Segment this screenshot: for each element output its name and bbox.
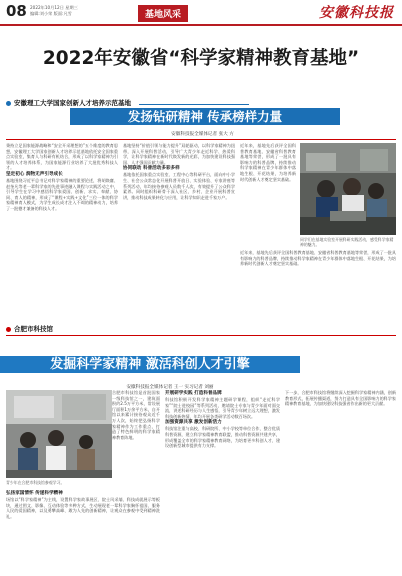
article2-column-2 (165, 390, 280, 574)
editor-line: 编辑:刘小荣 版面:凡雪 (30, 11, 72, 16)
article1-column-3 (240, 143, 296, 243)
article2-section-label (6, 324, 53, 333)
article2-para-3: 科技馆注重与高校、科研院所、中小学校等单位合作，整合优质科普资源，建立科学家精神教育联盟，推动科普资源共建共享，形成覆盖全市的科学家精神教育网络，为培育更多科创人才、建设创新型城市提供有力支撑。 (165, 426, 280, 449)
divider (6, 139, 396, 140)
article1-section-label (6, 98, 266, 107)
article2-column-1b (6, 490, 160, 574)
article1-para-4-cont: 近年来，基地先后获评全国科普教育基地、安徽省科普教育基地等荣誉，形成了一批具有影响力的科普品牌，持续推动科学家精神在青少年群体中落地生根、开花结果，为培养新时代创新人才奠定坚实基础。 (240, 250, 396, 267)
article1-column-4 (240, 250, 396, 314)
section-dot-icon (6, 101, 11, 106)
museum-photo-image (6, 390, 112, 478)
divider (139, 101, 249, 105)
article1-org: 安徽理工大学国家创新人才培养示范基地 (14, 99, 131, 107)
article1-byline: 安徽科技报全媒体记者 张大 方 (171, 132, 234, 137)
article2-column-1a (112, 390, 160, 478)
article1-title: 发扬钻研精神 传承榜样力量 (70, 108, 340, 125)
article1-photo-caption: 同学们在基地实验室开展科研实践活动，感受科学家精神的魅力。 (300, 237, 394, 247)
article2-para-2: 科技馆积极开发科学家精神主题研学课程，组织“走近科学家”“院士进校园”等系列活动，邀请院士专家与青少年面对面交流，讲述科研经历与人生感悟，引导青少年树立远大理想，激发科技创新热情，年均开展各类研学活动数百场次。 (165, 397, 280, 419)
article1-para-2: 基地坚持“价值引领与能力提升”双轮驱动，以科学家精神为纽带，深入开展科普活动，引导广大青少年走近科学、热爱科学，让科学家精神在新时代焕发新的光彩，为加快建设科技强国、人才强国贡献力量。 (123, 143, 235, 165)
article2-photo-caption: 青少年在合肥市科技馆参观学习。 (6, 480, 65, 485)
issue-date: 2022年10月12日 星期三 (30, 5, 78, 10)
article1-photo (300, 143, 396, 235)
article1-para-4: 近年来，基地先后获评全国科普教育基地、安徽省科普教育基地等荣誉，形成了一批具有影响力的科普品牌，持续推动科学家精神在青少年群体中落地生根、开花结果，为培养新时代创新人才奠定坚实基础。 (240, 143, 296, 182)
article2-column-3 (285, 390, 396, 574)
article2-subhead-2: 开展研学实践 打造科普品牌 (165, 391, 222, 396)
article1-subhead-2: 协同联动 科普活动多彩多样 (123, 166, 180, 172)
article2-photo (6, 390, 112, 478)
article1-para-1: 基地围绕习近平总书记对科学家精神的重要论述，将胡焕庸、赵奎凡等老一辈科学家的先进事迹融入课程与实践活动之中，引导学生在学习中感悟科学家爱国、创新、求实、奉献、协同、育人的精神，形成了“课程+实践+文化”三位一体的科学家精神育人模式，为学生成长成才注入不竭的精神动力，培养了一批德才兼备的科技人才。 (6, 177, 118, 211)
article2-subhead-1: 弘扬家国情怀 传递科学精神 (6, 491, 63, 496)
article2-title: 发掘科学家精神 激活科创人才引擎 (0, 356, 300, 373)
masthead (0, 0, 402, 26)
article2-intro: 合肥市科技馆是首批国家一级科技馆之一，建筑面积约2.5万平方米，常设展厅面积1万余平方米，自开馆以来累计接待观众近千万人次，始终把弘扬科学家精神作为工作重点，打造了特色鲜明的科学家精神教育阵地。 (112, 390, 160, 440)
article1-intro: 秉持立足国家能源战略和“安全开采理想的”五个维度的教育思想，安徽理工大学国家创新人才培养示范基地依托安全国家重点实验室，集育人与科研有机结合，形成了以科学家精神为引领的人才培养体系，为国家能源行业培养了大批优秀科技人才。 (6, 143, 118, 171)
divider (6, 335, 396, 336)
article2-byline: 安徽科技报全媒体记者 王一 实习记者 刘丽 (126, 385, 214, 390)
lab-photo-image (300, 143, 396, 235)
article1-column-1 (6, 143, 118, 315)
article2-para-1: 场馆以“科学家精神”为主线，设置科学家故事展区、院士风采墙、科技成就展示等板块，通过图文、影像、互动体验等多种方式，生动展现老一辈科学家胸怀祖国、服务人民的爱国精神，以及勇攀高峰、敢为人先的创新精神，让观众在参观中受到精神洗礼。 (6, 497, 160, 519)
page-number: 08 (6, 2, 27, 20)
article1-subhead-1: 坚定初心 润物无声引导成长 (6, 171, 63, 177)
page-headline: 2022年安徽省“科学家精神教育基地” (42, 48, 360, 69)
paper-name: 安徽科技报 (319, 5, 394, 21)
article1-column-2 (123, 143, 235, 315)
article1-para-3: 基地依托国家重点实验室、工程中心等科研平台，面向中小学生、社会公众常态化开展科普开放日、实验体验、专家讲座等系列活动，年均接待参观人员数千人次，有效提升了公众科学素养。同时组织科研骨干深入社区、乡村、企业开展科普宣讲，推动科技成果转化与应用，让科学知识走进千家万户。 (123, 172, 235, 200)
section-tag: 基地风采 (138, 5, 188, 22)
article2-org: 合肥市科技馆 (14, 325, 53, 333)
article2-subhead-3: 加强资源共享 激发创新活力 (165, 420, 222, 426)
section-dot-icon (6, 327, 11, 332)
article2-para-4: 下一步，合肥市科技馆将继续深入挖掘科学家精神内涵，创新教育形式，拓展传播渠道，努力打造具有全国影响力的科学家精神教育基地，为加快建设科技强省作出新的更大贡献。 (285, 390, 396, 407)
